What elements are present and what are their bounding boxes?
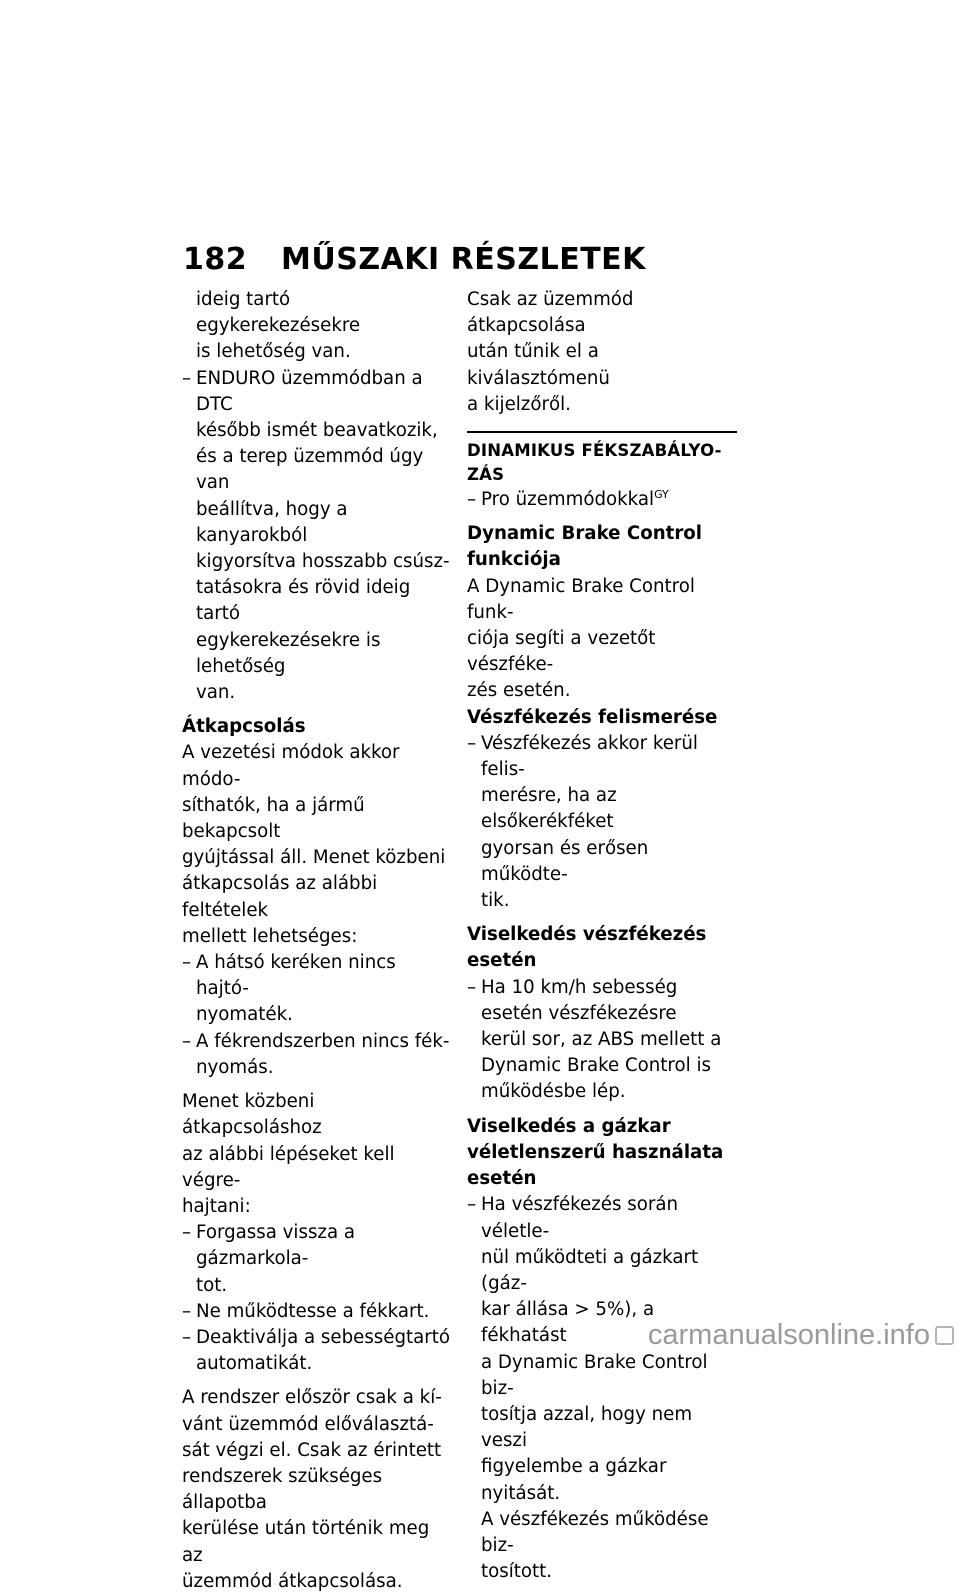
subheading-dbc: funkciója <box>467 549 561 571</box>
text-line: az alábbi lépéseket kell végre- <box>182 1143 395 1191</box>
text-line: merésre, ha az elsőkerékféket <box>481 785 617 833</box>
watermark-text: carmanualsonline.info <box>647 1318 930 1351</box>
text-line: Dynamic Brake Control is <box>481 1055 711 1077</box>
text-line: figyelembe a gázkar nyitását. <box>481 1456 667 1504</box>
subheading-atkapcsolas: Átkapcsolás <box>182 716 306 738</box>
right-column <box>467 287 739 1585</box>
text-line: üzemmód átkapcsolása. <box>182 1570 403 1592</box>
text-line: beállítva, hogy a kanyarokból <box>196 498 348 546</box>
text-line: – Forgassa vissza a gázmarkola- <box>196 1222 356 1270</box>
text-line: hajtani: <box>182 1195 251 1217</box>
text-line: tosított. <box>481 1561 553 1583</box>
list-item <box>182 1325 452 1377</box>
text-line: tosítja azzal, hogy nem veszi <box>481 1403 693 1452</box>
text-line: ciója segíti a vezetőt vészféke- <box>467 628 656 676</box>
text-line: A rendszer először csak a kí- <box>182 1387 442 1409</box>
section-title: ZÁS <box>467 465 505 485</box>
text-line: – A hátsó keréken nincs hajtó- <box>196 952 396 1000</box>
text-line: gyújtással áll. Menet közbeni <box>182 847 446 869</box>
text-line: Pro üzemmódokkal <box>481 489 655 511</box>
text-line: később ismét beavatkozik, <box>196 420 438 442</box>
text-line: – Ha vészfékezés során véletle- <box>481 1194 678 1242</box>
text-line: egykerekezésekre is lehetőség <box>196 629 381 677</box>
text-line: mellett lehetséges: <box>182 925 358 947</box>
text-line: van. <box>196 682 236 704</box>
text-line: A vészfékezés működése biz- <box>481 1508 709 1556</box>
text-line: kar állása > 5%), a fékhatást <box>481 1299 655 1347</box>
page-number: 182 <box>183 242 248 277</box>
text-line: tatásokra és rövid ideig tartó <box>196 577 411 625</box>
text-line: nyomaték. <box>196 1004 293 1026</box>
text-line: – Ha 10 km/h sebesség <box>481 976 678 998</box>
text-line: esetén vészfékezésre <box>481 1002 677 1024</box>
list-item <box>182 1299 452 1325</box>
section-title: DINAMIKUS FÉKSZABÁLYO- <box>467 441 722 461</box>
text-line: – ENDURO üzemmódban a DTC <box>196 367 423 415</box>
text-line: – Ne működtesse a fékkart. <box>196 1300 430 1322</box>
subheading-gazkar: véletlenszerű használata <box>467 1141 724 1163</box>
left-column <box>182 287 452 1595</box>
text-line: gyorsan és erősen működte- <box>481 837 649 885</box>
subheading-viselkedes: Viselkedés vészfékezés esetén <box>467 924 707 972</box>
list-item <box>182 1029 452 1081</box>
text-line: kerül sor, az ABS mellett a <box>481 1029 722 1051</box>
page-title: MŰSZAKI RÉSZLETEK <box>281 242 646 277</box>
text-line: A Dynamic Brake Control funk- <box>467 575 695 623</box>
section-divider <box>467 431 737 433</box>
subheading-dbc: Dynamic Brake Control <box>467 523 703 545</box>
text-line: a kijelzőről. <box>467 393 571 415</box>
square-icon <box>935 1326 954 1345</box>
text-line: – Vészfékezés akkor kerül felis- <box>481 732 698 781</box>
superscript-gy: GY <box>654 488 669 502</box>
text-line: rendszerek szükséges állapotba <box>182 1465 383 1514</box>
text-line: kerülése után történik meg az <box>182 1518 430 1566</box>
text-line: – Deaktiválja a sebességtartó <box>196 1326 451 1348</box>
page-header <box>183 236 646 284</box>
subheading-gazkar: esetén <box>467 1168 537 1190</box>
text-line: átkapcsolás az alábbi feltételek <box>182 873 378 921</box>
text-line: Csak az üzemmód átkapcsolása <box>467 289 634 337</box>
text-line: vánt üzemmód előválasztá- <box>182 1413 434 1435</box>
list-item <box>182 1220 452 1299</box>
list-item <box>467 731 739 914</box>
text-line: A vezetési módok akkor módo- <box>182 742 400 790</box>
subheading-gazkar: Viselkedés a gázkar <box>467 1115 671 1137</box>
text-line: után tűnik el a kiválasztómenü <box>467 341 610 389</box>
text-line: tot. <box>196 1274 228 1296</box>
text-line: nül működteti a gázkart (gáz- <box>481 1246 699 1294</box>
text-line: tik. <box>481 890 510 912</box>
text-line: Menet közbeni átkapcsoláshoz <box>182 1091 322 1139</box>
text-line: ideig tartó egykerekezésekre <box>196 289 361 337</box>
text-line: a Dynamic Brake Control biz- <box>481 1351 708 1399</box>
text-line: automatikát. <box>196 1353 313 1375</box>
text-line: is lehetőség van. <box>196 341 351 363</box>
list-item <box>467 487 739 513</box>
list-item <box>182 950 452 1029</box>
text-line: és a terep üzemmód úgy van <box>196 446 424 494</box>
text-line: sát végzi el. Csak az érintett <box>182 1439 442 1461</box>
text-line: – A fékrendszerben nincs fék- <box>196 1030 450 1052</box>
list-item <box>182 366 452 707</box>
text-line: nyomás. <box>196 1056 274 1078</box>
list-item <box>467 975 739 1106</box>
text-line: működésbe lép. <box>481 1081 626 1103</box>
text-line: zés esetén. <box>467 680 571 702</box>
watermark <box>648 1318 954 1352</box>
list-item <box>467 1192 739 1585</box>
subheading-felismeres: Vészfékezés felismerése <box>467 706 718 728</box>
text-line: síthatók, ha a jármű bekapcsolt <box>182 794 365 843</box>
text-line: kigyorsítva hosszabb csúsz- <box>196 551 450 573</box>
